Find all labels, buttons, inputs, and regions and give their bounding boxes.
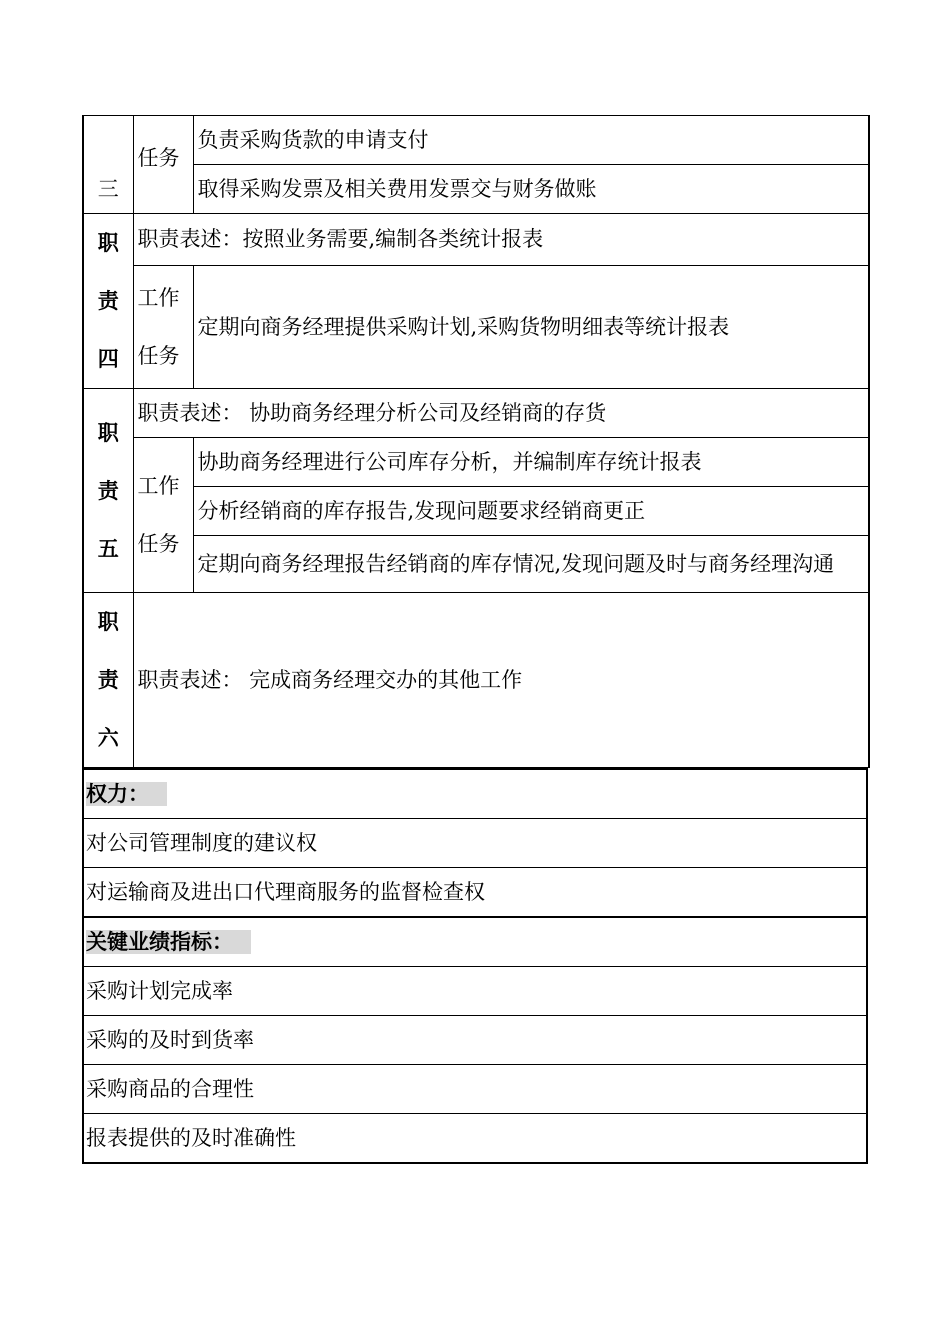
duty4-task-1: 定期向商务经理提供采购计划,采购货物明细表等统计报表 (193, 265, 869, 388)
kpi-row-4 (83, 1114, 867, 1164)
duty4-number-char-1: 职 (97, 231, 119, 255)
duty4-task-label (133, 265, 193, 388)
kpi-item-4: 报表提供的及时准确性 (83, 1114, 867, 1164)
authority-item-2: 对运输商及进出口代理商服务的监督检查权 (83, 868, 867, 918)
duty3-task-1: 负责采购货款的申请支付 (193, 116, 869, 165)
authority-heading (83, 769, 867, 819)
duty3-task-row-1 (83, 116, 869, 165)
duty5-number (83, 389, 133, 593)
duty5-task-row-2 (83, 487, 869, 536)
duty3-task-row-2 (83, 165, 869, 214)
duty4-number-char-2: 责 (97, 289, 119, 313)
duty6-description: 职责表述： 完成商务经理交办的其他工作 (133, 593, 869, 768)
duty4-task-row (83, 265, 869, 388)
kpi-heading-text: 关键业绩指标： (86, 930, 251, 954)
duty3-number (83, 116, 133, 214)
duty5-task-row-3 (83, 536, 869, 593)
duty5-task-label-line-2: 任务 (137, 532, 180, 556)
authority-item-1: 对公司管理制度的建议权 (83, 819, 867, 868)
duties-table (82, 115, 870, 768)
kpi-row-3 (83, 1065, 867, 1114)
duty5-number-char-1: 职 (97, 420, 119, 445)
duty6-row (83, 593, 869, 768)
duty4-description-row (83, 214, 869, 266)
duty4-task-label-line-1: 工作 (137, 285, 180, 310)
duty5-task-1: 协助商务经理进行公司库存分析，并编制库存统计报表 (193, 438, 869, 487)
duty4-number-char-3: 四 (97, 347, 119, 371)
duty3-number-text: 三 (97, 177, 119, 201)
job-description-table-page (82, 115, 868, 1164)
duty6-number-char-1: 职 (97, 610, 119, 634)
duty4-number (83, 214, 133, 389)
kpi-heading (83, 917, 867, 967)
duty5-task-label (133, 438, 193, 593)
duty3-task-label: 任务 (133, 116, 193, 214)
kpi-row-1 (83, 967, 867, 1016)
authority-kpi-table (82, 768, 868, 1164)
duty6-number-char-2: 责 (97, 668, 119, 692)
kpi-item-2: 采购的及时到货率 (83, 1016, 867, 1065)
kpi-heading-row (83, 917, 867, 967)
duty6-number (83, 593, 133, 768)
duty6-number-char-3: 六 (97, 726, 119, 750)
duty3-task-2: 取得采购发票及相关费用发票交与财务做账 (193, 165, 869, 214)
authority-row-2 (83, 868, 867, 918)
duty4-description: 职责表述：按照业务需要,编制各类统计报表 (133, 214, 869, 266)
authority-heading-row (83, 769, 867, 819)
duty5-task-row-1 (83, 438, 869, 487)
duty4-task-label-line-2: 任务 (137, 343, 180, 368)
duty5-task-2: 分析经销商的库存报告,发现问题要求经销商更正 (193, 487, 869, 536)
kpi-item-1: 采购计划完成率 (83, 967, 867, 1016)
duty5-task-3: 定期向商务经理报告经销商的库存情况,发现问题及时与商务经理沟通 (193, 536, 869, 593)
duty5-task-label-line-1: 工作 (137, 474, 180, 498)
duty5-number-char-2: 责 (97, 478, 119, 503)
duty5-description-row (83, 389, 869, 438)
duty5-number-char-3: 五 (97, 536, 119, 561)
kpi-row-2 (83, 1016, 867, 1065)
kpi-item-3: 采购商品的合理性 (83, 1065, 867, 1114)
duty5-description: 职责表述： 协助商务经理分析公司及经销商的存货 (133, 389, 869, 438)
authority-heading-text: 权力： (86, 782, 167, 806)
authority-row-1 (83, 819, 867, 868)
